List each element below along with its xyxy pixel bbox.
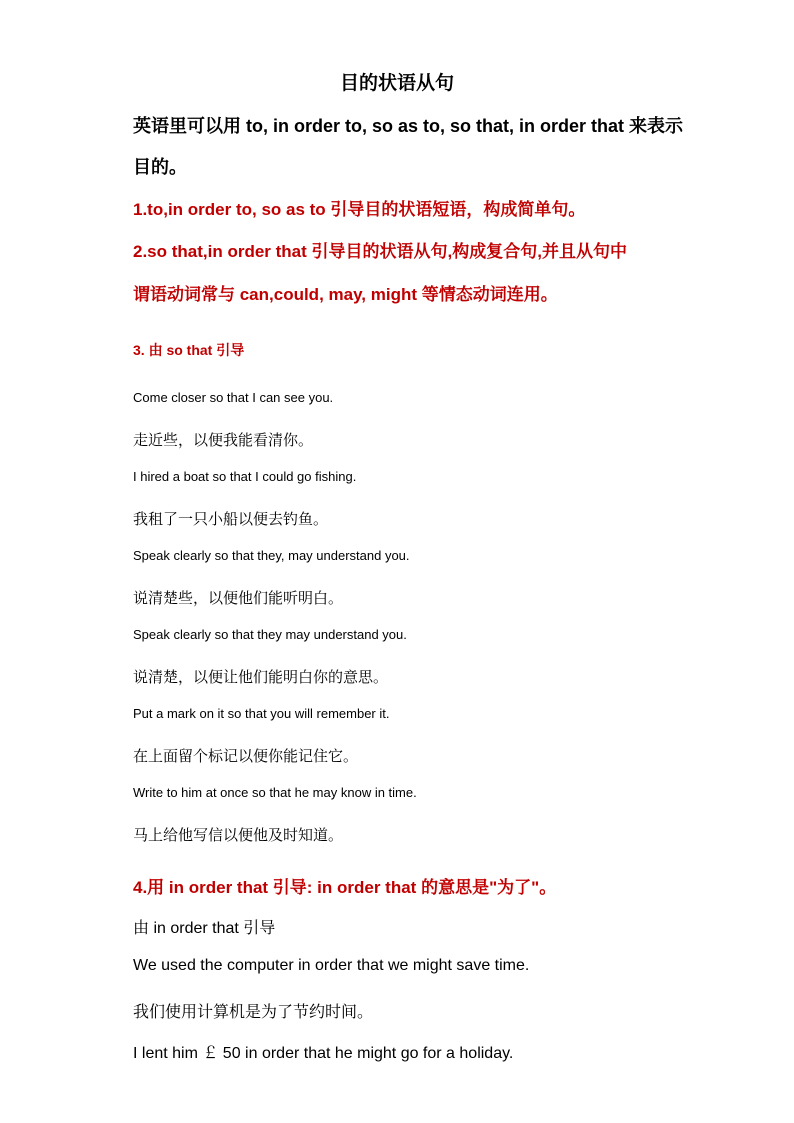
- intro-line-1: 英语里可以用 to, in order to, so as to, so that, in order that 来表示: [133, 116, 684, 136]
- example-zh: 在上面留个标记以便你能记住它。: [133, 748, 359, 765]
- example-en: Write to him at once so that he may know in time.: [133, 785, 417, 800]
- section-3-heading: 3. 由 so that 引导: [133, 342, 245, 358]
- example-zh: 说清楚，以便让他们能明白你的意思。: [133, 669, 389, 686]
- point-2-line-2: 谓语动词常与 can,could, may, might 等情态动词连用。: [133, 285, 558, 304]
- document-title: 目的状语从句: [339, 73, 454, 94]
- example-zh: 我们使用计算机是为了节约时间。: [133, 1004, 374, 1021]
- example-en: I hired a boat so that I could go fishing.: [133, 469, 357, 484]
- example-en: Speak clearly so that they may understand you.: [133, 627, 407, 642]
- point-1: 1.to,in order to, so as to 引导目的状语短语，构成简单句。: [133, 200, 586, 219]
- intro-line-2: 目的。: [133, 157, 187, 177]
- example-zh: 我租了一只小船以便去钓鱼。: [133, 511, 329, 528]
- example-zh: 说清楚些，以便他们能听明白。: [133, 590, 344, 607]
- section-4-subheading: 由 in order that 引导: [133, 920, 276, 937]
- example-en: We used the computer in order that we might save time.: [133, 957, 530, 974]
- example-zh: 走近些，以便我能看清你。: [133, 432, 314, 449]
- example-en: I lent him ￡ 50 in order that he might go for a holiday.: [133, 1045, 514, 1062]
- example-en: Put a mark on it so that you will remember it.: [133, 706, 390, 721]
- example-en: Come closer so that I can see you.: [133, 390, 334, 405]
- example-en: Speak clearly so that they, may understand you.: [133, 548, 410, 563]
- example-zh: 马上给他写信以便他及时知道。: [133, 827, 344, 844]
- point-2-line-1: 2.so that,in order that 引导目的状语从句,构成复合句,并且从句中: [133, 242, 627, 261]
- section-4-heading: 4.用 in order that 引导: in order that 的意思是"为了"。: [133, 878, 557, 897]
